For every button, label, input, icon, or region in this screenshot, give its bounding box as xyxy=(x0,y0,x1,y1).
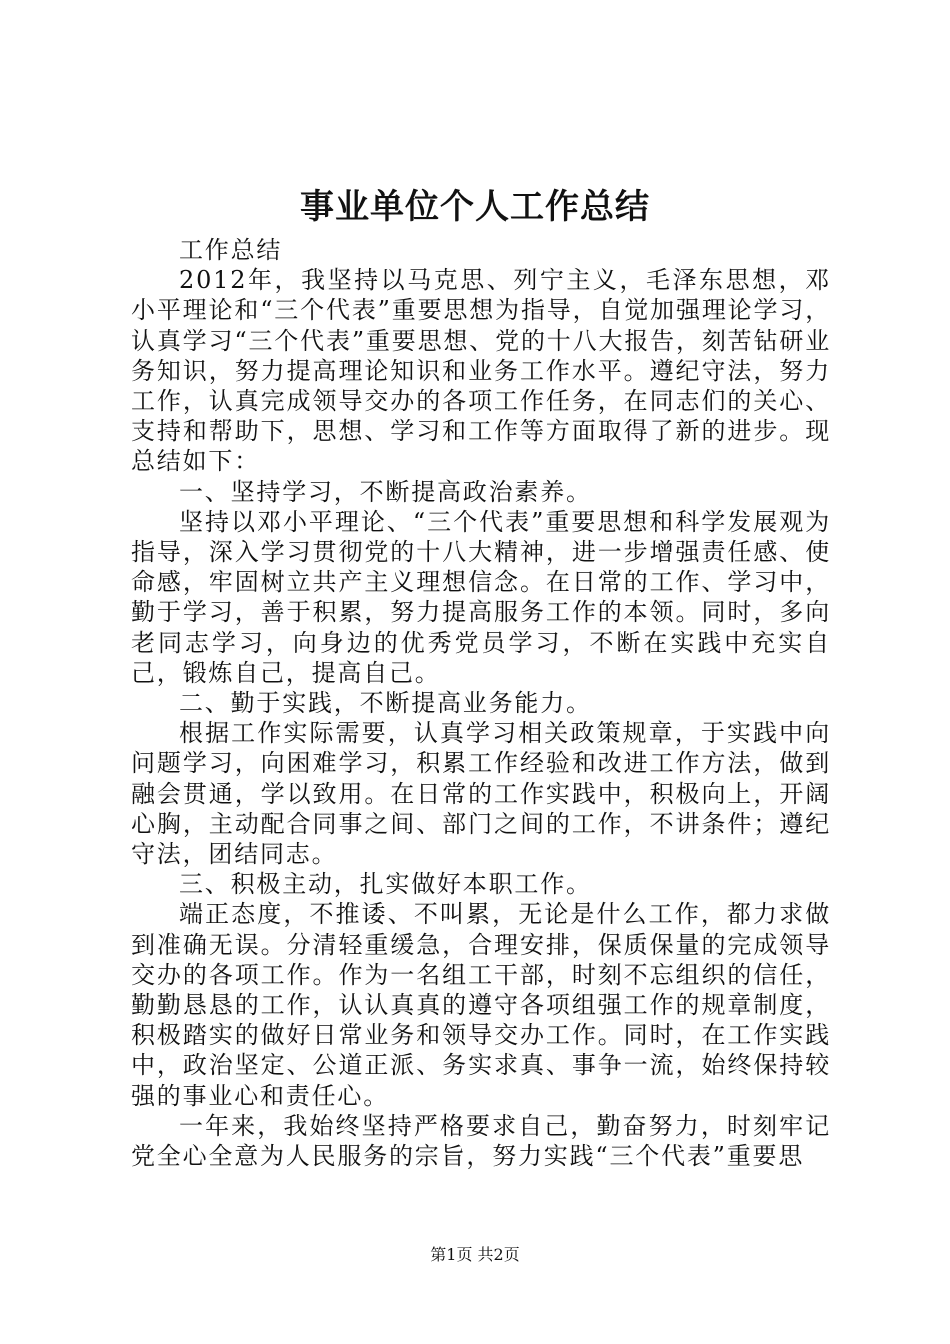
section-heading: 二、勤于实践，不断提高业务能力。 xyxy=(179,689,592,718)
paragraph: 坚持以邓小平理论、“三个代表”重要思想和科学发展观为指导，深入学习贯彻党的十八大精神，进一步增强责任感、使命感，牢固树立共产主义理想信念。在日常的工作、学习中，勤于学习，善于积累，努力提高服务工作的本领。同时，多向老同志学习，向身边的优秀党员学习，不断在实践中充实自己，锻炼自己，提高自己。 xyxy=(131,507,831,687)
paragraph: 根据工作实际需要，认真学习相关政策规章，于实践中向问题学习，向困难学习，积累工作经验和改进工作方法，做到融会贯通，学以致用。在日常的工作实践中，积极向上，开阔心胸，主动配合同事之间、部门之间的工作，不讲条件；遵纪守法，团结同志。 xyxy=(131,719,831,869)
page-footer: 第1页 共2页 xyxy=(430,1245,520,1264)
paragraph: 端正态度，不推诿、不叫累，无论是什么工作，都力求做到准确无误。分清轻重缓急，合理安排，保质保量的完成领导交办的各项工作。作为一名组工干部，时刻不忘组织的信任，勤勤恳恳的工作，认认真真的遵守各项组强工作的规章制度，积极踏实的做好日常业务和领导交办工作。同时，在工作实践中，政治坚定、公道正派、务实求真、事争一流，始终保持较强的事业心和责任心。 xyxy=(131,900,831,1110)
section-heading: 一、坚持学习，不断提高政治素养。 xyxy=(179,477,592,506)
paragraph: 2012年，我坚持以马克思、列宁主义，毛泽东思想，邓小平理论和“三个代表”重要思想为指导，自觉加强理论学习，认真学习“三个代表”重要思想、党的十八大报告，刻苦钻研业务知识，努力提高理论知识和业务工作水平。遵纪守法，努力工作，认真完成领导交办的各项工作任务，在同志们的关心、支持和帮助下，思想、学习和工作等方面取得了新的进步。现总结如下： xyxy=(131,266,831,476)
section-heading: 三、积极主动，扎实做好本职工作。 xyxy=(179,870,592,899)
document-body xyxy=(131,235,831,1171)
paragraph: 一年来，我始终坚持严格要求自己，勤奋努力，时刻牢记党全心全意为人民服务的宗旨，努力实践“三个代表”重要思 xyxy=(131,1111,831,1171)
paragraph: 工作总结 xyxy=(179,236,283,264)
page-title: 事业单位个人工作总结 xyxy=(300,187,650,227)
